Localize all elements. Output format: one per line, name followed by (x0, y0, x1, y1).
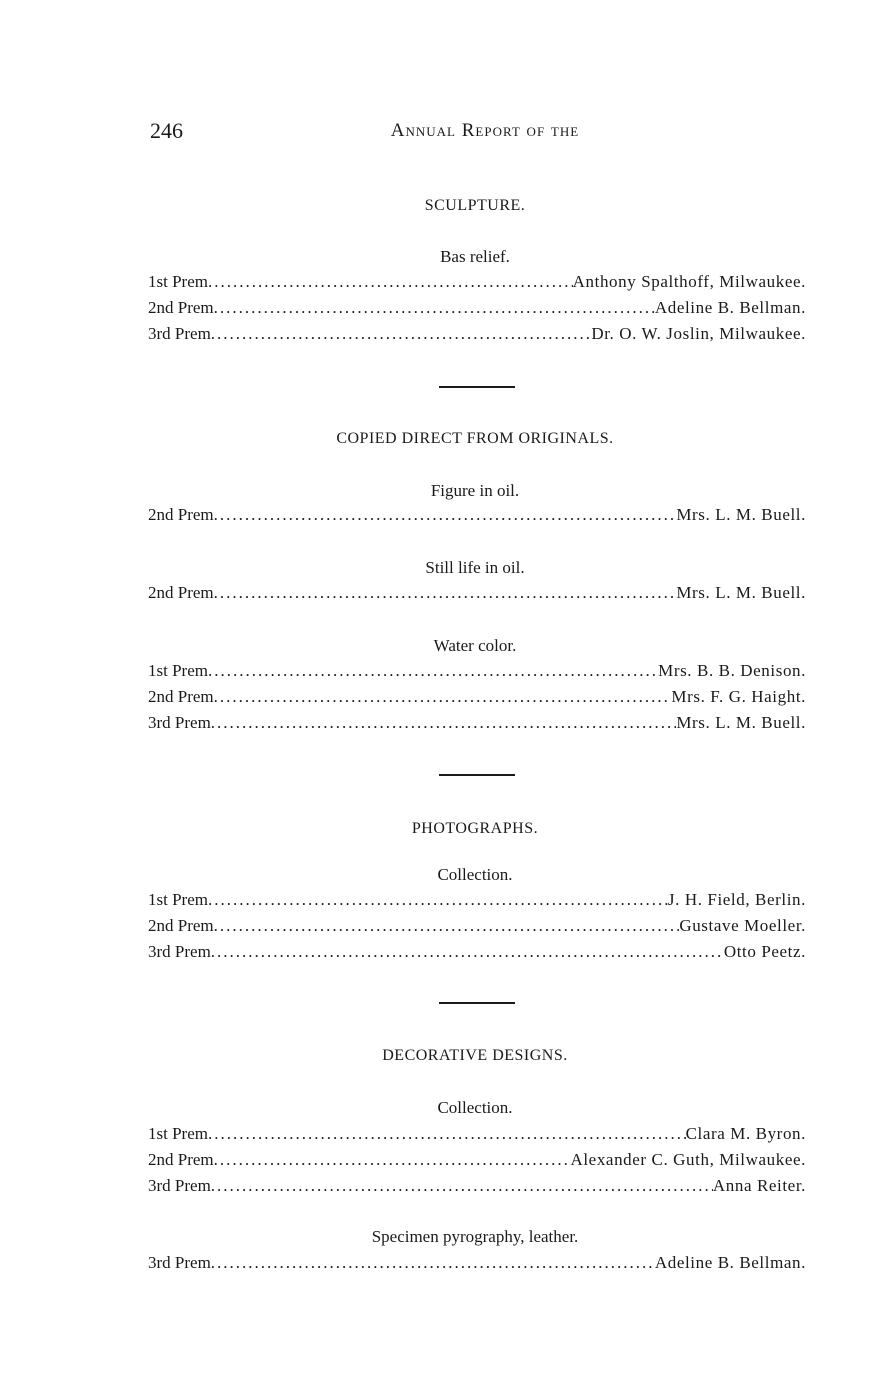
page-number: 246 (150, 118, 183, 143)
winner-name: Otto Peetz. (723, 942, 806, 961)
winner-name: Adeline B. Bellman. (654, 1253, 806, 1272)
award-entry (148, 583, 806, 607)
dot-leader (214, 687, 672, 707)
prize-place: 1st Prem (148, 661, 208, 680)
dot-leader (211, 942, 724, 962)
winner-name: Anthony Spalthoff, Milwaukee. (572, 272, 806, 291)
award-entry (148, 272, 806, 296)
prize-place: 1st Prem (148, 272, 208, 291)
dot-leader (208, 1124, 686, 1144)
winner-name: Mrs. F. G. Haight. (671, 687, 806, 706)
winner-name: Adeline B. Bellman. (654, 298, 806, 317)
category-heading: Water color. (433, 636, 517, 655)
dot-leader (211, 713, 677, 733)
dot-leader (211, 1253, 655, 1273)
winner-name: Anna Reiter. (712, 1176, 806, 1195)
award-entry (148, 687, 806, 711)
prize-place: 2nd Prem (148, 505, 214, 524)
section-title-sculpture: SCULPTURE. (424, 197, 526, 214)
category-heading: Bas relief. (440, 247, 510, 266)
award-entry (148, 1124, 806, 1148)
section-title-copied-originals: COPIED DIRECT FROM ORIGINALS. (336, 430, 614, 447)
dot-leader (214, 583, 677, 603)
prize-place: 2nd Prem (148, 583, 214, 602)
prize-place: 3rd Prem (148, 324, 211, 343)
winner-name: Alexander C. Guth, Milwaukee. (570, 1150, 806, 1169)
category-heading: Specimen pyrography, leather. (371, 1227, 579, 1246)
award-entry (148, 942, 806, 966)
winner-name: Mrs. B. B. Denison. (658, 661, 806, 680)
prize-place: 2nd Prem (148, 1150, 214, 1169)
prize-place: 2nd Prem (148, 687, 214, 706)
category-heading: Figure in oil. (430, 481, 520, 500)
dot-leader (214, 916, 680, 936)
dot-leader (214, 298, 655, 318)
dot-leader (208, 890, 668, 910)
winner-name: Mrs. L. M. Buell. (676, 583, 806, 602)
section-divider (439, 386, 515, 388)
dot-leader (208, 661, 658, 681)
prize-place: 3rd Prem (148, 1176, 211, 1195)
prize-place: 1st Prem (148, 1124, 208, 1143)
award-entry (148, 916, 806, 940)
prize-place: 2nd Prem (148, 916, 214, 935)
running-title: Annual Report of the (390, 120, 580, 141)
running-head (150, 118, 810, 148)
winner-name: Clara M. Byron. (685, 1124, 806, 1143)
prize-place: 3rd Prem (148, 1253, 211, 1272)
section-divider (439, 774, 515, 776)
award-entry (148, 1176, 806, 1200)
section-title-photographs: PHOTOGRAPHS. (411, 820, 539, 837)
dot-leader (211, 324, 592, 344)
award-entry (148, 1253, 806, 1277)
award-entry (148, 324, 806, 348)
section-title-decorative-designs: DECORATIVE DESIGNS. (382, 1047, 568, 1064)
winner-name: Gustave Moeller. (679, 916, 806, 935)
winner-name: Mrs. L. M. Buell. (676, 713, 806, 732)
dot-leader (211, 1176, 713, 1196)
award-entry (148, 505, 806, 529)
category-heading: Collection. (437, 1098, 513, 1117)
prize-place: 3rd Prem (148, 942, 211, 961)
prize-place: 3rd Prem (148, 713, 211, 732)
category-heading: Collection. (437, 865, 513, 884)
award-entry (148, 298, 806, 322)
winner-name: Dr. O. W. Joslin, Milwaukee. (591, 324, 806, 343)
section-divider (439, 1002, 515, 1004)
winner-name: Mrs. L. M. Buell. (676, 505, 806, 524)
prize-place: 2nd Prem (148, 298, 214, 317)
award-entry (148, 713, 806, 737)
award-entry (148, 661, 806, 685)
dot-leader (208, 272, 573, 292)
winner-name: J. H. Field, Berlin. (667, 890, 806, 909)
dot-leader (214, 505, 677, 525)
award-entry (148, 890, 806, 914)
dot-leader (214, 1150, 571, 1170)
prize-place: 1st Prem (148, 890, 208, 909)
award-entry (148, 1150, 806, 1174)
category-heading: Still life in oil. (425, 558, 525, 577)
